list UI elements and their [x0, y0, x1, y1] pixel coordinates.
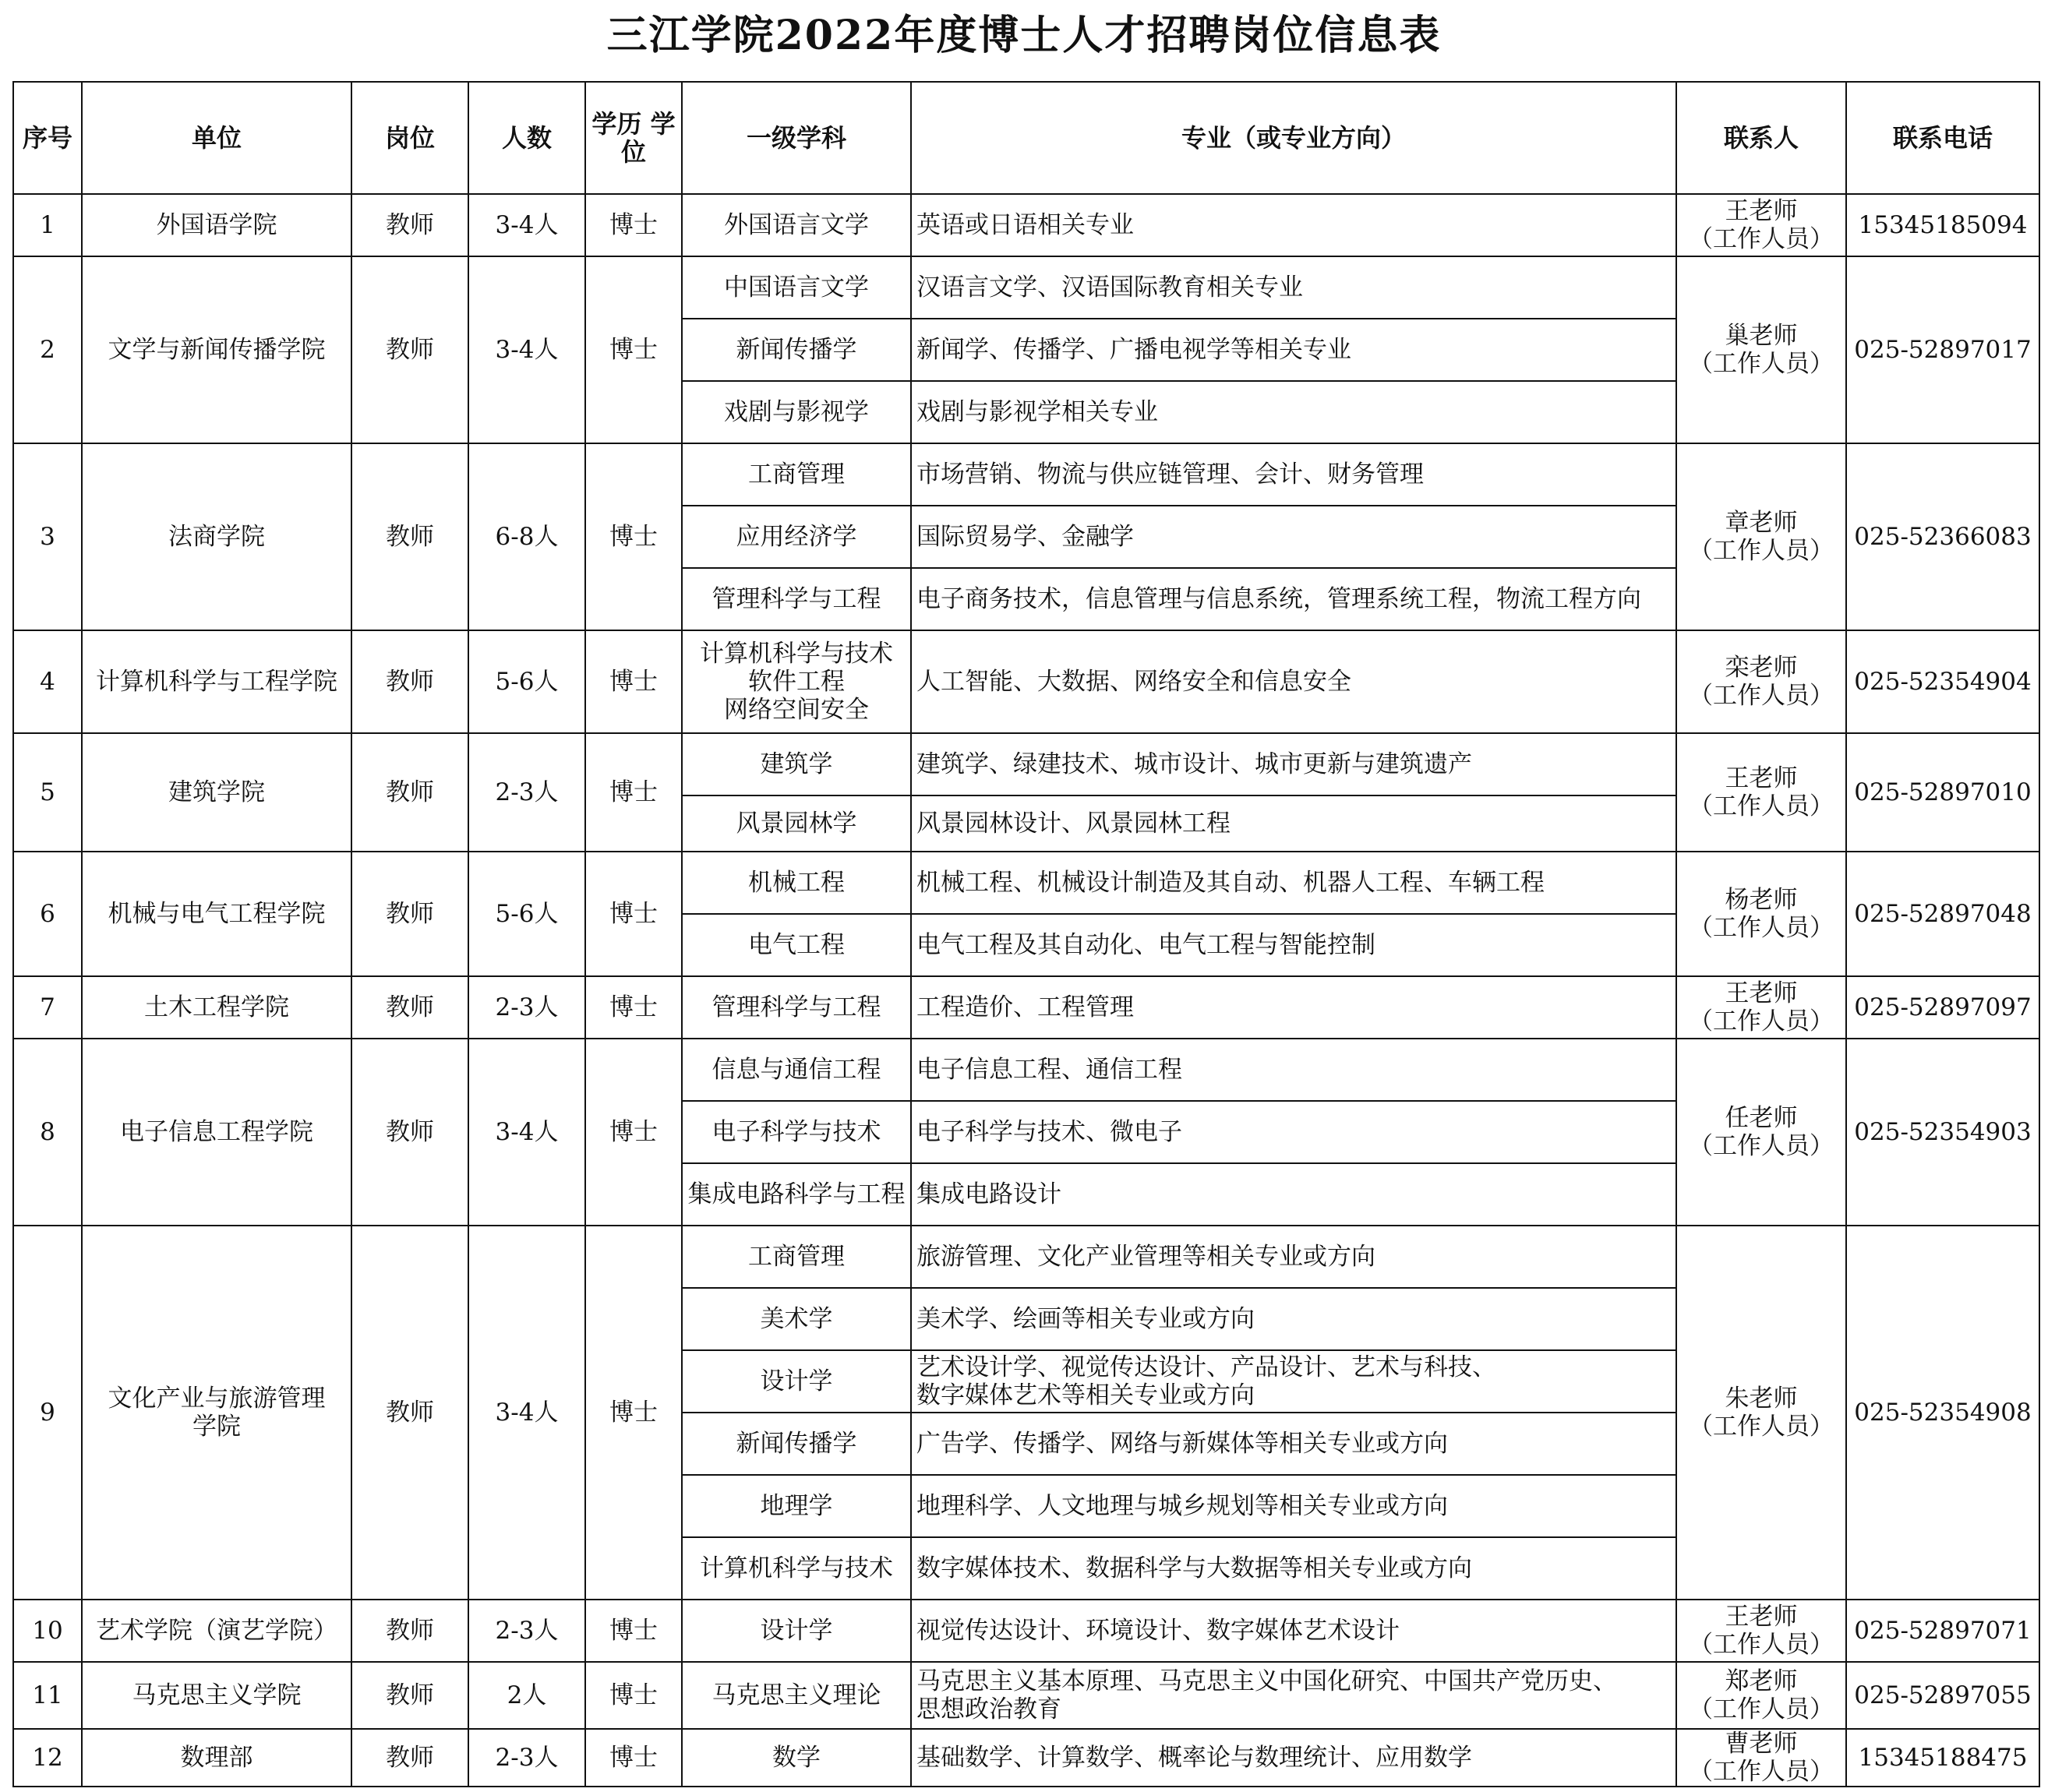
cell-seq: 12	[13, 1729, 82, 1787]
cell-major: 电子信息工程、通信工程	[911, 1039, 1676, 1101]
cell-discipline: 信息与通信工程	[682, 1039, 911, 1101]
cell-contact: 巢老师 （工作人员）	[1676, 256, 1846, 443]
cell-seq: 9	[13, 1226, 82, 1600]
cell-phone: 025-52897010	[1846, 733, 2039, 852]
cell-phone: 025-52354908	[1846, 1226, 2039, 1600]
cell-contact: 章老师 （工作人员）	[1676, 443, 1846, 630]
cell-phone: 025-52366083	[1846, 443, 2039, 630]
cell-post: 教师	[351, 630, 468, 733]
cell-discipline: 地理学	[682, 1475, 911, 1537]
cell-degree: 博士	[585, 976, 682, 1039]
cell-count: 2人	[468, 1662, 585, 1729]
cell-phone: 025-52897048	[1846, 852, 2039, 976]
cell-discipline: 中国语言文学	[682, 256, 911, 319]
cell-phone: 15345188475	[1846, 1729, 2039, 1787]
table-row	[13, 1600, 2039, 1662]
cell-discipline: 设计学	[682, 1350, 911, 1413]
table-row	[13, 194, 2039, 256]
cell-seq: 3	[13, 443, 82, 630]
cell-contact: 郑老师 （工作人员）	[1676, 1662, 1846, 1729]
cell-contact: 王老师 （工作人员）	[1676, 194, 1846, 256]
header-discipline: 一级学科	[682, 82, 911, 194]
cell-degree: 博士	[585, 443, 682, 630]
cell-discipline: 管理科学与工程	[682, 976, 911, 1039]
cell-unit: 艺术学院（演艺学院）	[82, 1600, 351, 1662]
cell-seq: 6	[13, 852, 82, 976]
table-row	[13, 1039, 2039, 1101]
cell-degree: 博士	[585, 194, 682, 256]
cell-major: 新闻学、传播学、广播电视学等相关专业	[911, 319, 1676, 381]
header-post: 岗位	[351, 82, 468, 194]
cell-major: 基础数学、计算数学、概率论与数理统计、应用数学	[911, 1729, 1676, 1787]
cell-discipline: 集成电路科学与工程	[682, 1163, 911, 1226]
cell-seq: 2	[13, 256, 82, 443]
cell-discipline: 外国语言文学	[682, 194, 911, 256]
cell-major: 市场营销、物流与供应链管理、会计、财务管理	[911, 443, 1676, 506]
cell-phone: 025-52897017	[1846, 256, 2039, 443]
cell-major: 电子商务技术，信息管理与信息系统，管理系统工程，物流工程方向	[911, 568, 1676, 630]
cell-seq: 8	[13, 1039, 82, 1226]
table-row	[13, 1226, 2039, 1288]
cell-discipline: 管理科学与工程	[682, 568, 911, 630]
cell-phone: 15345185094	[1846, 194, 2039, 256]
cell-unit: 法商学院	[82, 443, 351, 630]
cell-contact: 王老师 （工作人员）	[1676, 733, 1846, 852]
cell-post: 教师	[351, 256, 468, 443]
cell-major: 电气工程及其自动化、电气工程与智能控制	[911, 914, 1676, 976]
header-contact: 联系人	[1676, 82, 1846, 194]
cell-discipline: 美术学	[682, 1288, 911, 1350]
cell-discipline: 应用经济学	[682, 506, 911, 568]
header-unit: 单位	[82, 82, 351, 194]
cell-major: 工程造价、工程管理	[911, 976, 1676, 1039]
cell-count: 2-3人	[468, 976, 585, 1039]
cell-unit: 数理部	[82, 1729, 351, 1787]
cell-count: 5-6人	[468, 852, 585, 976]
table-row	[13, 443, 2039, 506]
cell-degree: 博士	[585, 1662, 682, 1729]
cell-post: 教师	[351, 1600, 468, 1662]
cell-unit: 计算机科学与工程学院	[82, 630, 351, 733]
cell-unit: 建筑学院	[82, 733, 351, 852]
table-row	[13, 852, 2039, 914]
cell-discipline: 工商管理	[682, 443, 911, 506]
cell-post: 教师	[351, 733, 468, 852]
cell-discipline: 风景园林学	[682, 795, 911, 852]
cell-post: 教师	[351, 976, 468, 1039]
cell-major: 视觉传达设计、环境设计、数字媒体艺术设计	[911, 1600, 1676, 1662]
cell-discipline: 建筑学	[682, 733, 911, 795]
cell-discipline: 工商管理	[682, 1226, 911, 1288]
cell-count: 6-8人	[468, 443, 585, 630]
cell-count: 3-4人	[468, 256, 585, 443]
table-row	[13, 1729, 2039, 1787]
cell-discipline: 电子科学与技术	[682, 1101, 911, 1163]
cell-post: 教师	[351, 1662, 468, 1729]
cell-unit: 外国语学院	[82, 194, 351, 256]
header-count: 人数	[468, 82, 585, 194]
cell-count: 2-3人	[468, 1600, 585, 1662]
cell-discipline: 设计学	[682, 1600, 911, 1662]
cell-major: 人工智能、大数据、网络安全和信息安全	[911, 630, 1676, 733]
cell-post: 教师	[351, 1226, 468, 1600]
page-title: 三江学院2022年度博士人才招聘岗位信息表	[606, 12, 1442, 59]
cell-major: 旅游管理、文化产业管理等相关专业或方向	[911, 1226, 1676, 1288]
cell-unit: 电子信息工程学院	[82, 1039, 351, 1226]
cell-phone: 025-52897071	[1846, 1600, 2039, 1662]
cell-major: 汉语言文学、汉语国际教育相关专业	[911, 256, 1676, 319]
cell-contact: 杨老师 （工作人员）	[1676, 852, 1846, 976]
cell-post: 教师	[351, 1039, 468, 1226]
cell-major: 戏剧与影视学相关专业	[911, 381, 1676, 443]
cell-major: 机械工程、机械设计制造及其自动、机器人工程、车辆工程	[911, 852, 1676, 914]
header-seq: 序号	[13, 82, 82, 194]
cell-major: 英语或日语相关专业	[911, 194, 1676, 256]
cell-seq: 4	[13, 630, 82, 733]
cell-degree: 博士	[585, 256, 682, 443]
cell-unit: 文化产业与旅游管理 学院	[82, 1226, 351, 1600]
cell-phone: 025-52897055	[1846, 1662, 2039, 1729]
cell-major: 国际贸易学、金融学	[911, 506, 1676, 568]
table-row	[13, 976, 2039, 1039]
cell-post: 教师	[351, 852, 468, 976]
cell-major: 数字媒体技术、数据科学与大数据等相关专业或方向	[911, 1537, 1676, 1600]
cell-major: 广告学、传播学、网络与新媒体等相关专业或方向	[911, 1413, 1676, 1475]
cell-phone: 025-52897097	[1846, 976, 2039, 1039]
cell-contact: 栾老师 （工作人员）	[1676, 630, 1846, 733]
cell-unit: 机械与电气工程学院	[82, 852, 351, 976]
cell-major: 建筑学、绿建技术、城市设计、城市更新与建筑遗产	[911, 733, 1676, 795]
table-row	[13, 256, 2039, 319]
cell-count: 5-6人	[468, 630, 585, 733]
cell-post: 教师	[351, 194, 468, 256]
cell-degree: 博士	[585, 630, 682, 733]
cell-count: 3-4人	[468, 1039, 585, 1226]
header-major: 专业（或专业方向）	[911, 82, 1676, 194]
cell-discipline: 计算机科学与技术 软件工程 网络空间安全	[682, 630, 911, 733]
header-degree: 学历 学位	[585, 82, 682, 194]
cell-seq: 7	[13, 976, 82, 1039]
cell-degree: 博士	[585, 1729, 682, 1787]
cell-discipline: 机械工程	[682, 852, 911, 914]
table-row	[13, 733, 2039, 795]
cell-seq: 1	[13, 194, 82, 256]
cell-degree: 博士	[585, 1039, 682, 1226]
cell-degree: 博士	[585, 852, 682, 976]
cell-phone: 025-52354904	[1846, 630, 2039, 733]
recruitment-table	[12, 81, 2040, 1787]
cell-major: 电子科学与技术、微电子	[911, 1101, 1676, 1163]
table-row	[13, 1662, 2039, 1729]
cell-contact: 王老师 （工作人员）	[1676, 1600, 1846, 1662]
cell-contact: 任老师 （工作人员）	[1676, 1039, 1846, 1226]
cell-major: 马克思主义基本原理、马克思主义中国化研究、中国共产党历史、 思想政治教育	[911, 1662, 1676, 1729]
cell-post: 教师	[351, 1729, 468, 1787]
cell-major: 集成电路设计	[911, 1163, 1676, 1226]
cell-seq: 10	[13, 1600, 82, 1662]
cell-seq: 5	[13, 733, 82, 852]
cell-major: 艺术设计学、视觉传达设计、产品设计、艺术与科技、 数字媒体艺术等相关专业或方向	[911, 1350, 1676, 1413]
cell-unit: 文学与新闻传播学院	[82, 256, 351, 443]
cell-phone: 025-52354903	[1846, 1039, 2039, 1226]
cell-major: 风景园林设计、风景园林工程	[911, 795, 1676, 852]
header-phone: 联系电话	[1846, 82, 2039, 194]
cell-major: 地理科学、人文地理与城乡规划等相关专业或方向	[911, 1475, 1676, 1537]
cell-discipline: 新闻传播学	[682, 319, 911, 381]
cell-contact: 朱老师 （工作人员）	[1676, 1226, 1846, 1600]
cell-discipline: 马克思主义理论	[682, 1662, 911, 1729]
cell-count: 3-4人	[468, 1226, 585, 1600]
table-header-row	[13, 82, 2039, 194]
cell-degree: 博士	[585, 1226, 682, 1600]
cell-discipline: 电气工程	[682, 914, 911, 976]
cell-discipline: 计算机科学与技术	[682, 1537, 911, 1600]
cell-degree: 博士	[585, 733, 682, 852]
cell-major: 美术学、绘画等相关专业或方向	[911, 1288, 1676, 1350]
cell-count: 3-4人	[468, 194, 585, 256]
cell-unit: 土木工程学院	[82, 976, 351, 1039]
table-row	[13, 630, 2039, 733]
cell-post: 教师	[351, 443, 468, 630]
cell-discipline: 戏剧与影视学	[682, 381, 911, 443]
cell-count: 2-3人	[468, 733, 585, 852]
cell-unit: 马克思主义学院	[82, 1662, 351, 1729]
cell-count: 2-3人	[468, 1729, 585, 1787]
cell-discipline: 数学	[682, 1729, 911, 1787]
cell-degree: 博士	[585, 1600, 682, 1662]
cell-contact: 曹老师 （工作人员）	[1676, 1729, 1846, 1787]
cell-contact: 王老师 （工作人员）	[1676, 976, 1846, 1039]
cell-discipline: 新闻传播学	[682, 1413, 911, 1475]
cell-seq: 11	[13, 1662, 82, 1729]
